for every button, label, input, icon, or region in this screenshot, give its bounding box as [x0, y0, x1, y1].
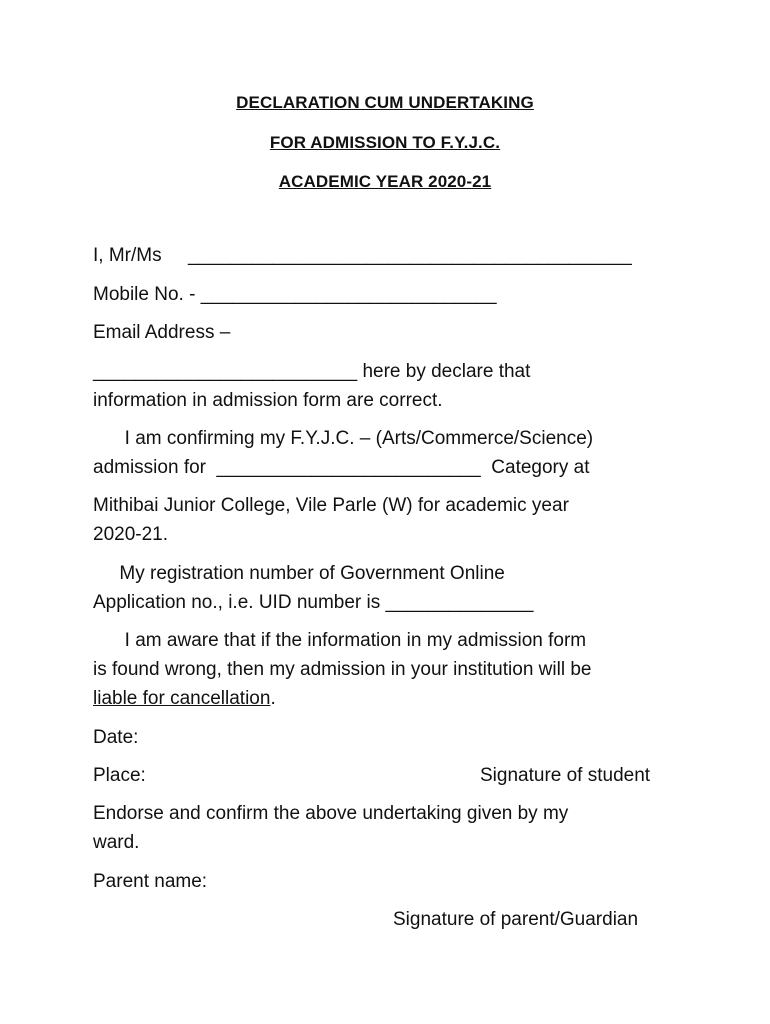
- aware-line-1: I am aware that if the information in my admission form: [93, 630, 587, 651]
- parent-signature-label: Signature of parent/Guardian: [393, 909, 639, 930]
- registration-line-1: My registration number of Government Online: [93, 563, 505, 584]
- declare-line: _________________________ here by declare that: [93, 361, 531, 382]
- date-label: Date:: [93, 727, 139, 748]
- title-line-2: FOR ADMISSION TO F.Y.J.C.: [269, 133, 501, 152]
- aware-line-2: is found wrong, then my admission in your institution will be: [93, 659, 592, 680]
- mobile-line: Mobile No. - ____________________________: [93, 284, 497, 305]
- college-line-1: Mithibai Junior College, Vile Parle (W) for academic year: [93, 495, 569, 516]
- aware-line-3-end: .: [270, 688, 276, 709]
- info-line: information in admission form are correct.: [93, 390, 443, 411]
- confirm-line-2: admission for _________________________ Category at: [93, 457, 590, 478]
- endorse-line-2: ward.: [93, 832, 140, 853]
- title-line-3: ACADEMIC YEAR 2020-21: [278, 172, 492, 191]
- college-line-2: 2020-21.: [93, 524, 169, 545]
- confirm-line-1: I am confirming my F.Y.J.C. – (Arts/Commerce/Science): [93, 428, 594, 449]
- endorse-line-1: Endorse and confirm the above undertaking given by my: [93, 803, 569, 824]
- aware-line-3: [93, 687, 276, 711]
- parent-name-label: Parent name:: [93, 871, 208, 892]
- registration-line-2: Application no., i.e. UID number is ______________: [93, 592, 534, 613]
- email-line: Email Address –: [93, 322, 231, 343]
- place-label: Place:: [93, 765, 146, 786]
- title-line-1: DECLARATION CUM UNDERTAKING: [236, 93, 534, 112]
- name-line: I, Mr/Ms __________________________________________: [93, 245, 632, 266]
- student-signature-label: Signature of student: [480, 765, 651, 786]
- liable-for-cancellation: liable for cancellation: [93, 688, 271, 709]
